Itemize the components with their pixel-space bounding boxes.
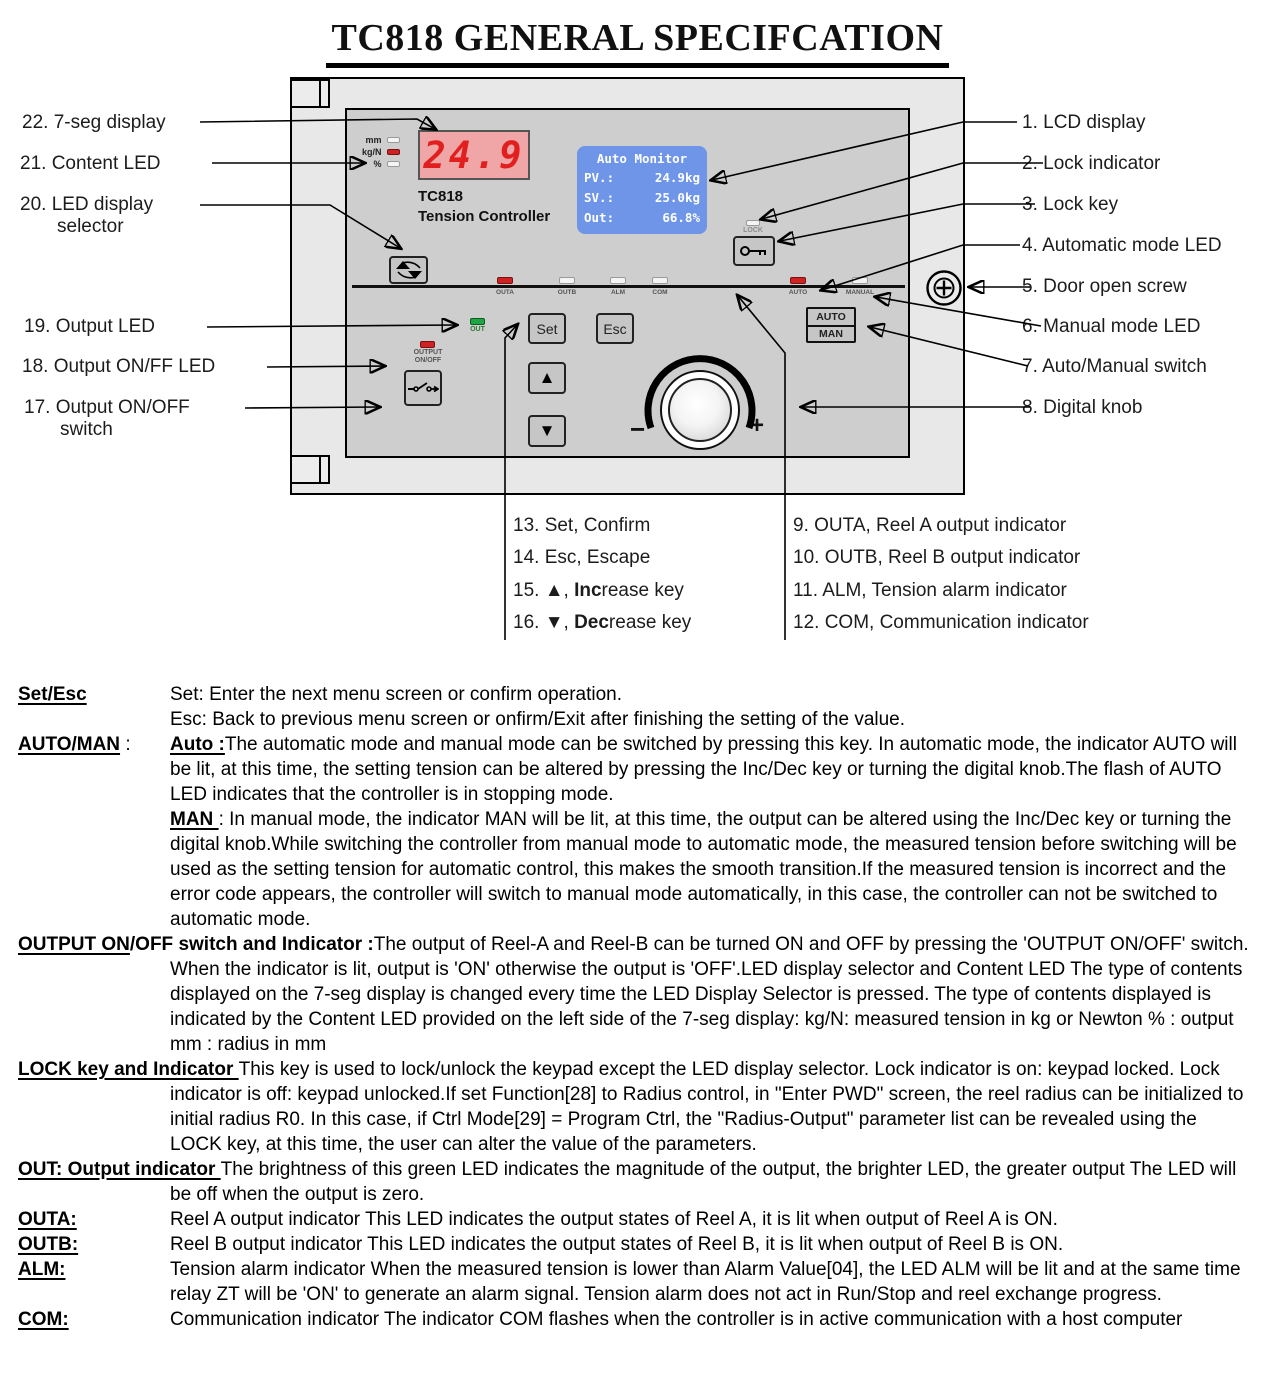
knob-plus-label: + <box>750 412 765 439</box>
content-led-percent <box>387 161 400 167</box>
title-wrap <box>0 0 1275 68</box>
callout-com-indicator: 12. COM, Communication indicator <box>793 612 1089 633</box>
lock-key-button[interactable] <box>733 236 775 266</box>
esc-button-label: Esc <box>603 320 627 337</box>
callout-alm-indicator: 11. ALM, Tension alarm indicator <box>793 580 1067 601</box>
auto-cell: AUTO <box>816 311 846 323</box>
def-auto-man <box>18 732 1253 932</box>
callout-output-onoff-led: 18. Output ON/FF LED <box>22 356 216 377</box>
door-open-screw[interactable] <box>925 269 963 307</box>
set-button[interactable] <box>528 313 566 344</box>
seven-seg-display <box>418 130 530 180</box>
callout-set-confirm: 13. Set, Confirm <box>513 515 651 536</box>
lcd-pv-value: 24.9kg <box>654 170 700 185</box>
callout-led-selector: 20. LED display selector <box>20 194 154 237</box>
callout-auto-mode-led: 4. Automatic mode LED <box>1022 235 1222 256</box>
content-led-row <box>362 158 400 170</box>
def-outb: OUTB: Reel B output indicator This LED indicates the output states of Reel B, it is lit when output of Reel B is ON. <box>18 1234 1064 1255</box>
def-term-set-esc: Set/Esc <box>18 684 87 705</box>
decrease-key-button[interactable] <box>528 415 566 447</box>
def-lock-key: LOCK key and Indicator This key is used to lock/unlock the keypad except the LED display selector. Lock indicator is on: keypad locked. Lock indicator is off: keypad unlocked.If set Function[28] to Radius control, in "Enter PWD" screen, the reel radius can be initialized to initial radius R0. In this case, if Ctrl Mode[29] = Program Ctrl, the "Radius-Output" parameter list can be revealed using the LOCK key, at this time, the user can alter the value of the parameters. <box>18 1059 1244 1155</box>
callout-outa-indicator: 9. OUTA, Reel A output indicator <box>793 515 1067 536</box>
seven-seg-value: 24.9 <box>423 133 525 177</box>
lcd-out-label: Out: <box>584 210 615 225</box>
alm-led <box>610 277 626 284</box>
callout-output-onoff-switch: 17. Output ON/OFF switch <box>24 397 190 440</box>
outb-led <box>559 277 575 284</box>
content-led-kgn <box>387 149 400 155</box>
def-term-alm: ALM: <box>18 1259 66 1280</box>
screw-icon <box>925 269 963 307</box>
brand-product: Tension Controller <box>418 208 551 225</box>
page-title: TC818 GENERAL SPECIFCATION <box>326 16 950 68</box>
brand-text <box>418 188 550 225</box>
content-led-label-kgn: kg/N <box>362 147 382 157</box>
controller-figure <box>0 70 1275 656</box>
increase-key-button[interactable] <box>528 362 566 394</box>
lcd-pv-label: PV.: <box>584 170 615 185</box>
outa-led-label: OUTA <box>496 289 514 296</box>
esc-button[interactable] <box>596 313 634 344</box>
def-term-com: COM: <box>18 1309 69 1330</box>
outb-led-label: OUTB <box>557 289 577 296</box>
callout-door-screw: 5. Door open screw <box>1022 276 1187 297</box>
def-term-auto-man: AUTO/MAN : <box>18 734 131 755</box>
digital-knob[interactable] <box>660 370 740 450</box>
def-output-onoff: OUTPUT ON/OFF switch and Indicator :The output of Reel-A and Reel-B can be turned ON and OFF by pressing the 'OUTPUT ON/OFF' switch. When the indicator is lit, output is 'ON' otherwise the output is 'OFF'.LED display selector and Content LED The type of contents displayed on the 7-seg display is changed every time the LED Display Selector is pressed. The type of contents displayed is indicated by the Content LED provided on the left side of the 7-seg display: kg/N: measured tension in kg or Newton % : output mm : radius in mm <box>18 934 1249 1055</box>
callout-output-led: 19. Output LED <box>24 316 155 337</box>
lcd-row-pv <box>584 168 700 188</box>
output-onoff-led-label: OUTPUT ON/OFF <box>413 349 443 364</box>
callout-7seg-display: 22. 7-seg display <box>22 112 166 133</box>
def-com: COM: Communication indicator The indicator COM flashes when the controller is in active communication with a host computer <box>18 1309 1183 1330</box>
content-led-label-percent: % <box>373 159 382 169</box>
callout-decrease-key: 16. ▼, Decrease key <box>513 612 692 633</box>
switch-icon <box>407 381 439 395</box>
content-led-row <box>362 134 400 146</box>
definitions <box>0 656 1275 1362</box>
com-led <box>652 277 668 284</box>
outa-led <box>497 277 513 284</box>
def-alm: ALM: Tension alarm indicator When the measured tension is lower than Alarm Value[04], the LED ALM will be lit and at the same time relay ZT will be 'ON' to generate an alarm signal. Tension alarm does not act in Run/Stop and reel exchange progress. <box>18 1259 1241 1305</box>
auto-led-label: AUTO <box>788 289 808 296</box>
callout-lcd-display: 1. LCD display <box>1022 112 1146 133</box>
lcd-out-value: 66.8% <box>662 210 700 225</box>
auto-man-switch-button[interactable] <box>806 307 856 343</box>
def-term-outa: OUTA: <box>18 1209 77 1230</box>
callout-lock-key: 3. Lock key <box>1022 194 1119 215</box>
lcd-row-out <box>584 208 700 228</box>
callout-lock-indicator: 2. Lock indicator <box>1022 153 1161 174</box>
display-toggle-icon <box>393 259 425 281</box>
def-out-indicator: OUT: Output indicator The brightness of this green LED indicates the magnitude of the output, the brighter LED, the greater output The LED will be off when the output is zero. <box>18 1159 1237 1205</box>
content-led-block <box>362 134 400 170</box>
def-set-esc <box>18 682 1253 732</box>
lock-indicator-led <box>746 220 760 226</box>
com-led-label: COM <box>652 289 668 296</box>
down-arrow-icon: ▼ <box>538 421 556 440</box>
content-led-row <box>362 146 400 158</box>
content-led-mm <box>387 137 400 143</box>
def-desc-set-esc: Set: Enter the next menu screen or confirm operation. Esc: Back to previous menu screen or onfirm/Exit after finishing the setting of the value. <box>170 684 906 730</box>
manual-led <box>852 277 868 284</box>
set-button-label: Set <box>536 320 558 337</box>
content-led-label-mm: mm <box>365 135 382 145</box>
man-cell: MAN <box>808 325 854 341</box>
hinge-bottom-icon <box>292 455 330 484</box>
lock-led-label: LOCK <box>743 227 763 234</box>
callout-digital-knob: 8. Digital knob <box>1022 397 1143 418</box>
callout-increase-key: 15. ▲, Increase key <box>513 580 684 601</box>
auto-led <box>790 277 806 284</box>
knob-minus-label: − <box>630 414 646 444</box>
def-outa: OUTA: Reel A output indicator This LED indicates the output states of Reel A, it is lit when output of Reel A is ON. <box>18 1209 1058 1230</box>
panel-divider-line <box>352 285 905 288</box>
knob-face <box>668 378 732 442</box>
led-display-selector-button[interactable] <box>389 256 428 284</box>
out-led <box>470 318 485 325</box>
def-term-outb: OUTB: <box>18 1234 79 1255</box>
lcd-sv-label: SV.: <box>584 190 615 205</box>
callout-outb-indicator: 10. OUTB, Reel B output indicator <box>793 547 1081 568</box>
lcd-sv-value: 25.0kg <box>654 190 700 205</box>
output-onoff-led <box>420 341 435 348</box>
lcd-title: Auto Monitor <box>596 151 688 166</box>
out-led-label: OUT <box>470 326 485 333</box>
callout-auto-manual-switch: 7. Auto/Manual switch <box>1022 356 1207 377</box>
up-arrow-icon: ▲ <box>538 368 556 387</box>
hinge-top-icon <box>292 79 330 108</box>
lcd-row-sv <box>584 188 700 208</box>
brand-model: TC818 <box>418 188 464 205</box>
output-onoff-switch-button[interactable] <box>404 370 442 406</box>
alm-led-label: ALM <box>610 289 626 296</box>
key-icon <box>739 244 769 258</box>
callout-esc-escape: 14. Esc, Escape <box>513 547 651 568</box>
manual-led-label: MANUAL <box>845 289 875 296</box>
def-desc-auto-man: Auto :The automatic mode and manual mode can be switched by pressing this key. In automatic mode, the indicator AUTO will be lit, at this time, the setting tension can be altered by pressing the Inc/Dec key or turning the digital knob.The flash of AUTO LED indicates that the controller is in stopping mode. MAN : In manual mode, the indicator MAN will be lit, at this time, the output can be altered using the Inc/Dec key or turning the digital knob.While switching the controller from manual mode to automatic mode, the measured tension before switching will be used as the setting tension for automatic control, this makes the smooth transition.If the measured tension is incorrect and the error code appears, the controller will switch to manual mode automatically, in this case, the controller can not be switched to automatic mode. <box>170 734 1237 930</box>
callout-content-led: 21. Content LED <box>20 153 161 174</box>
lcd-display <box>577 146 707 234</box>
callout-manual-mode-led: 6. Manual mode LED <box>1022 316 1201 337</box>
